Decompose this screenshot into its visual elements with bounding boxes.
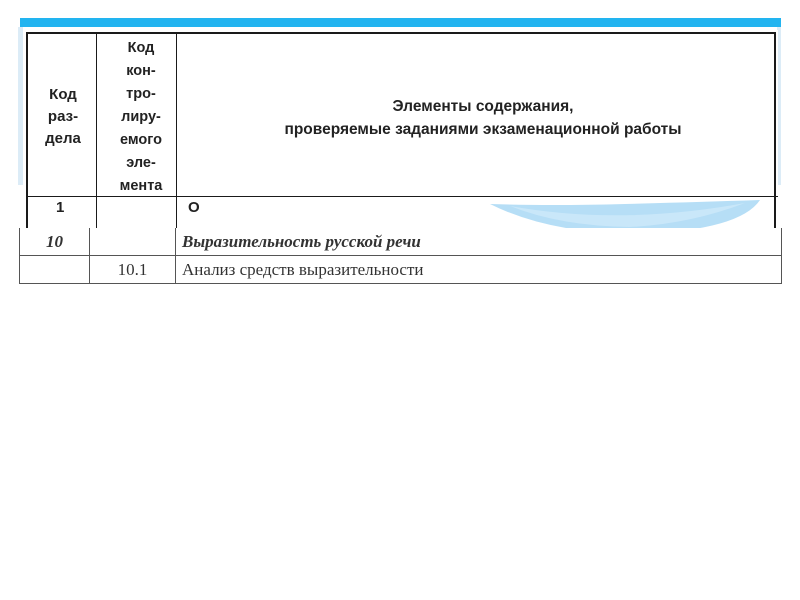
header-line: дела: [45, 130, 81, 147]
cell-code: 10.1: [90, 256, 176, 284]
table-row: [20, 256, 782, 284]
cell-code: [90, 228, 176, 256]
header-divider: [96, 34, 97, 234]
header-line: Код: [49, 86, 77, 103]
header-line: проверяемые заданиями экзаменационной работы: [284, 121, 682, 138]
header-line: тро-: [126, 86, 156, 102]
header-stub-section: 1: [56, 199, 65, 216]
header-section-code: [30, 84, 96, 150]
cell-section-title: Выразительность русской речи: [176, 228, 782, 256]
header-line: мента: [119, 178, 163, 194]
accent-bar: [20, 18, 781, 27]
table-row: [20, 228, 782, 256]
header-line: эле-: [126, 155, 156, 171]
cell-element-text: Анализ средств выразительности: [176, 256, 782, 284]
header-line: емого: [120, 132, 162, 148]
cell-section: 10: [20, 228, 90, 256]
header-line: Элементы содержания,: [392, 98, 574, 115]
header-content-elements: [188, 95, 778, 141]
header-line: Код: [127, 40, 155, 56]
table-body-image: [19, 228, 782, 286]
cell-section: [20, 256, 90, 284]
header-line: кон-: [126, 63, 156, 79]
header-element-code: [100, 37, 182, 198]
header-line: лиру-: [121, 109, 161, 125]
header-line: раз-: [47, 108, 79, 125]
header-stub-content: О: [188, 199, 200, 216]
content-table: [19, 228, 782, 284]
slide-edge-left: [18, 27, 23, 185]
table-header-image: [24, 30, 778, 216]
